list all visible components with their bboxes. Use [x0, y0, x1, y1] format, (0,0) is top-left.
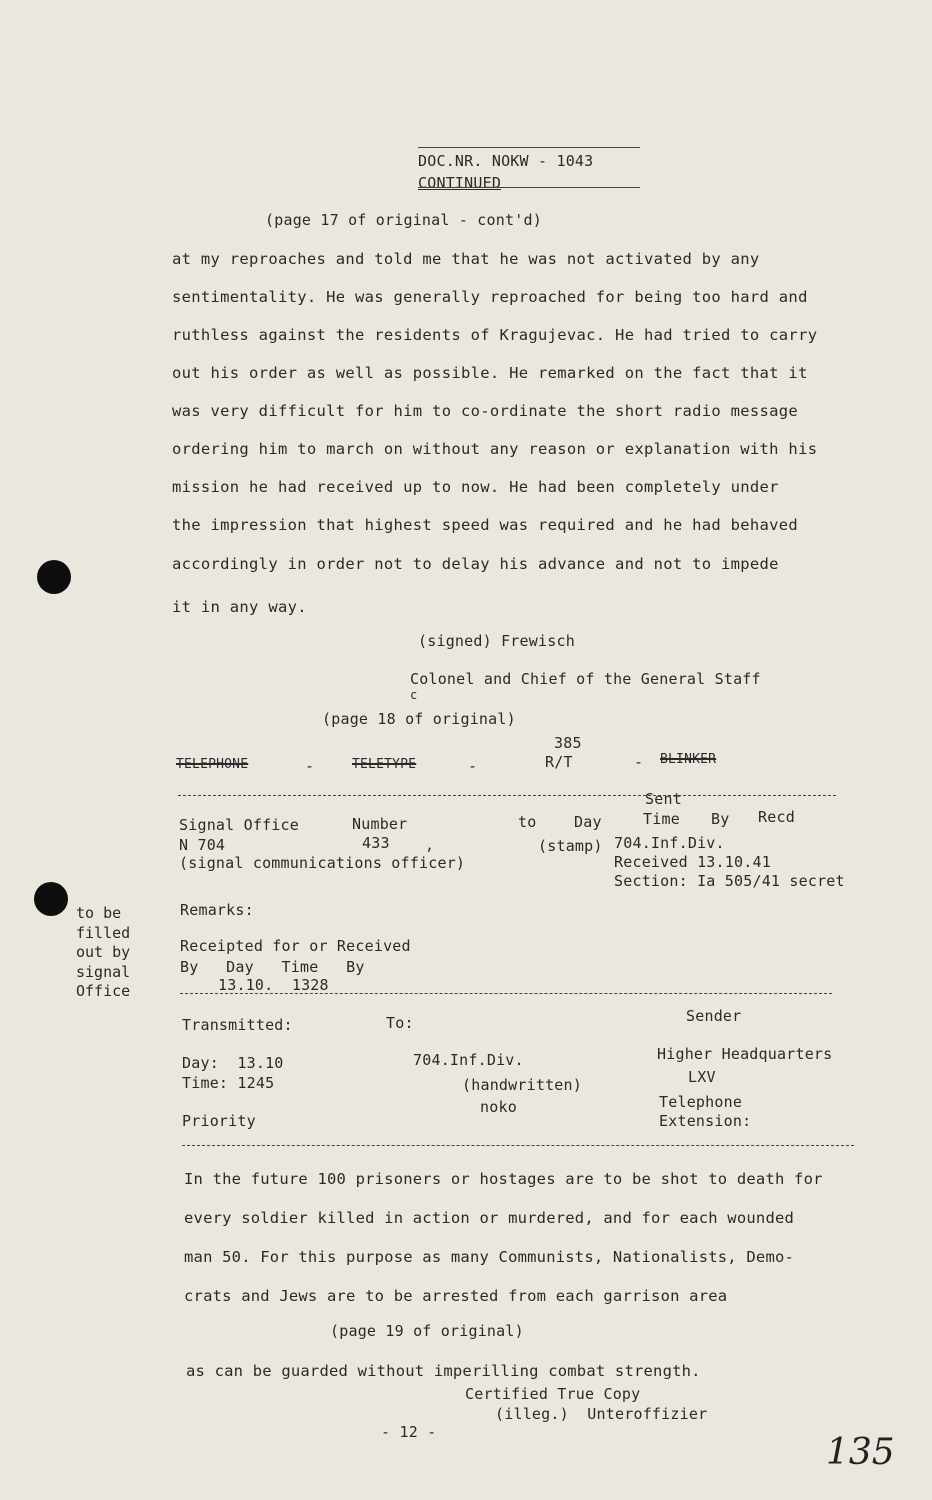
header-rule-top — [418, 147, 640, 148]
higher-hq: Higher Headquarters — [657, 1045, 833, 1063]
remarks-label: Remarks: — [180, 901, 254, 919]
body-line: was very difficult for him to co-ordinate the short radio message — [172, 402, 799, 420]
lxv-label: LXV — [688, 1068, 716, 1086]
body-line: it in any way. — [172, 598, 307, 616]
label-to: to — [518, 813, 537, 831]
signature-title: Colonel and Chief of the General Staff — [410, 670, 761, 688]
header-rule-bottom — [418, 187, 640, 188]
side-note-line: to be — [76, 904, 122, 922]
handwritten-note: (handwritten) — [462, 1076, 582, 1094]
message-line: every soldier killed in action or murdered, and for each wounded — [184, 1209, 795, 1227]
extension-label: Extension: — [659, 1112, 752, 1130]
form-sent: Sent — [645, 790, 682, 808]
page-ref-18: (page 18 of original) — [322, 710, 516, 728]
form-telephone: TELEPHONE — [176, 757, 249, 772]
body-line: mission he had received up to now. He had been completely under — [172, 478, 779, 496]
page-ref-17: (page 17 of original - cont'd) — [265, 211, 542, 229]
certifier: (illeg.) Unteroffizier — [495, 1405, 708, 1423]
body-line: sentimentality. He was generally reproached for being too hard and — [172, 288, 808, 306]
sender-label: Sender — [686, 1007, 742, 1025]
form-dash-2: - — [468, 757, 478, 775]
form-dash-3: - — [634, 753, 644, 771]
form-rule-2 — [180, 993, 832, 994]
office-n704: N 704 — [179, 836, 226, 854]
stamp-received: Received 13.10.41 — [614, 853, 771, 871]
label-time: Time — [643, 810, 680, 828]
transmitted-label: Transmitted: — [182, 1016, 293, 1034]
form-teletype: TELETYPE — [352, 757, 417, 772]
body-line: accordingly in order not to delay his advance and not to impede — [172, 555, 779, 573]
form-dash-1: - — [305, 757, 315, 775]
handwritten-page-number: 135 — [826, 1432, 895, 1473]
number-433: 433 — [362, 834, 390, 852]
punch-hole-bottom — [34, 882, 68, 916]
side-note — [76, 904, 130, 1002]
label-day: Day — [574, 813, 602, 831]
receipted-label: Receipted for or Received — [180, 937, 411, 955]
side-note-line: signal — [76, 962, 131, 981]
doc-number: DOC.NR. NOKW - 1043 — [418, 152, 594, 170]
body-line: ruthless against the residents of Kragujevac. He had tried to carry — [172, 326, 818, 344]
transmit-time: Time: 1245 — [182, 1074, 275, 1092]
label-by: By — [711, 810, 730, 828]
message-line: In the future 100 prisoners or hostages are to be shot to death for — [184, 1170, 823, 1188]
noko-label: noko — [480, 1098, 517, 1116]
label-signal-office: Signal Office — [179, 816, 299, 834]
telephone-label: Telephone — [659, 1093, 743, 1111]
to-label: To: — [386, 1014, 414, 1032]
form-rt: R/T — [545, 753, 573, 771]
stamp-inf-div: 704.Inf.Div. — [614, 834, 725, 852]
certified-copy: Certified True Copy — [465, 1385, 641, 1403]
by-day-time-by: By Day Time By — [180, 958, 365, 976]
body-line: out his order as well as possible. He remarked on the fact that it — [172, 364, 808, 382]
number-comma: , — [425, 836, 435, 854]
receipt-date: 13.10. 1328 — [218, 976, 329, 994]
form-rule-1 — [178, 795, 836, 796]
page-number: - 12 - — [381, 1423, 437, 1441]
punch-hole-top — [37, 560, 71, 594]
body-line: the impression that highest speed was required and he had behaved — [172, 516, 799, 534]
side-note-line: Office — [76, 982, 131, 1000]
label-recd: Recd — [758, 808, 795, 826]
body-line: at my reproaches and told me that he was not activated by any — [172, 250, 760, 268]
stamp-section: Section: Ia 505/41 secret — [614, 872, 845, 890]
form-rule-3 — [182, 1145, 854, 1146]
signature-line: (signed) Frewisch — [418, 632, 575, 650]
side-note-line: out by — [76, 943, 131, 961]
side-note-line: filled — [76, 923, 131, 942]
signal-comm-officer: (signal communications officer) — [179, 854, 466, 872]
body-line: ordering him to march on without any reason or explanation with his — [172, 440, 818, 458]
message-line: man 50. For this purpose as many Communists, Nationalists, Demo- — [184, 1248, 795, 1266]
page-ref-19: (page 19 of original) — [330, 1322, 524, 1340]
form-number-385: 385 — [554, 734, 582, 752]
signature-c: c — [410, 688, 418, 702]
message-last-line: as can be guarded without imperilling combat strength. — [186, 1362, 701, 1380]
to-inf-div: 704.Inf.Div. — [413, 1051, 524, 1069]
form-blinker: BLINKER — [660, 752, 717, 767]
label-number: Number — [352, 815, 408, 833]
message-line: crats and Jews are to be arrested from each garrison area — [184, 1287, 728, 1305]
stamp-label: (stamp) — [538, 837, 603, 855]
priority-label: Priority — [182, 1112, 256, 1130]
continued-label: CONTINUED — [418, 174, 502, 192]
transmit-day: Day: 13.10 — [182, 1054, 284, 1072]
